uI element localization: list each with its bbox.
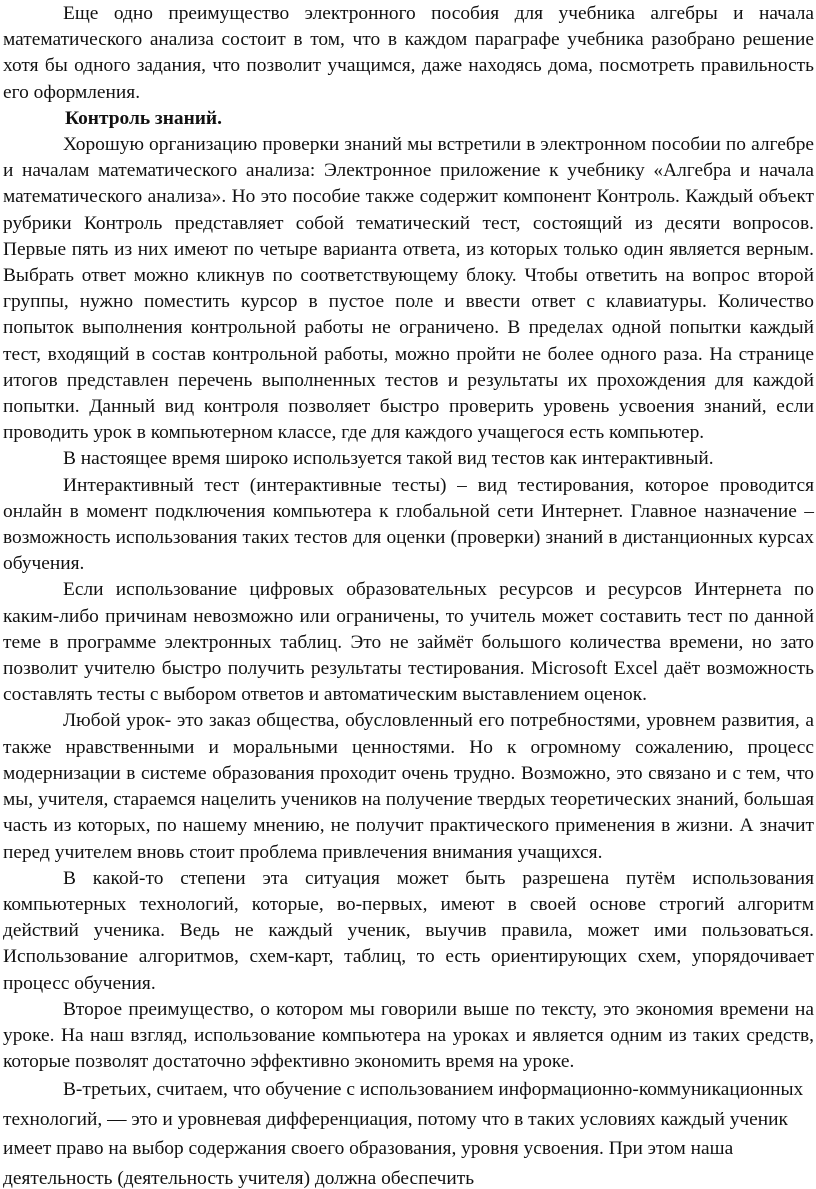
section-heading-knowledge-control: Контроль знаний. xyxy=(65,107,222,129)
paragraph-electronic-manual-advantage: Еще одно преимущество электронного пособия для учебника алгебры и начала математического анализа состоит в том, что в каждом параграфе учебника разобрано решение хотя бы одного задания, что позволит учащимся, даже находясь дома, посмотреть правильность его оформления. xyxy=(3,3,814,103)
paragraph-control-component: Хорошую организацию проверки знаний мы встретили в электронном пособии по алгебре и началам математического анализа: Электронное приложение к учебнику «Алгебра и начала математического анализа». Но это пособие также содержит компонент Контроль. Каждый объект рубрики Контроль представляет собой тематический тест, состоящий из десяти вопросов. Первые пять из них имеют по четыре варианта ответа, из которых только один является верным. Выбрать ответ можно кликнув по соответствующему блоку. Чтобы ответить на вопрос второй группы, нужно поместить курсор в пустое поле и ввести ответ с клавиатуры. Количество попыток выполнения контрольной работы не ограничено. В пределах одной попытки каждый тест, входящий в состав контрольной работы, можно пройти не более одного раза. На странице итогов представлен перечень выполненных тестов и результаты их прохождения для каждой попытки. Данный вид контроля позволяет быстро проверить уровень усвоения знаний, если проводить урок в компьютерном классе, где для каждого учащегося есть компьютер. xyxy=(3,134,814,444)
paragraph-computer-technologies: В какой-то степени эта ситуация может быть разрешена путём использования компьютерных технологий, которые, во-первых, имеют в своей основе строгий алгоритм действий ученика. Ведь не каждый ученик, выучив правила, может ими пользоваться. Использование алгоритмов, схем-карт, таблиц, то есть ориентирующих схем, упорядочивает процесс обучения. xyxy=(3,867,814,994)
paragraph-time-saving: Второе преимущество, о котором мы говорили выше по тексту, это экономия времени на уроке. На наш взгляд, использование компьютера на уроках и является одним из таких средств, которые позволят достаточно эффективно экономить время на уроке. xyxy=(3,998,814,1073)
paragraph-interactive-tests-usage: В настоящее время широко используется такой вид тестов как интерактивный. xyxy=(63,448,714,470)
paragraph-interactive-test-definition: Интерактивный тест (интерактивные тесты) – вид тестирования, которое проводится онлайн в момент подключения компьютера к глобальной сети Интернет. Главное назначение – возможность использования таких тестов для оценки (проверки) знаний в дистанционных курсах обучения. xyxy=(3,474,814,575)
paragraph-spreadsheet-tests: Если использование цифровых образовательных ресурсов и ресурсов Интернета по каким-либо причинам невозможно или ограничены, то учитель может составить тест по данной теме в программе электронных таблиц. Это не займёт большого количества времени, но зато позволит учителю быстро получить результаты тестирования. Microsoft Excel даёт возможность составлять тесты с выбором ответов и автоматическим выставлением оценок. xyxy=(3,579,814,706)
paragraph-lesson-purpose: Любой урок- это заказ общества, обусловленный его потребностями, уровнем развития, а также нравственными и моральными ценностями. Но к огромному сожалению, процесс модернизации в системе образования проходит очень трудно. Возможно, это связано и с тем, что мы, учителя, стараемся нацелить учеников на получение твердых теоретических знаний, большая часть из которых, по нашему мнению, не получит практического применения в жизни. А значит перед учителем вновь стоит проблема привлечения внимания учащихся. xyxy=(3,710,814,863)
paragraph-differentiation: В-третьих, считаем, что обучение с использованием информационно-коммуникационных технологий, — это и уровневая дифференциация, потому что в таких условиях каждый ученик имеет право на выбор содержания своего образования, уровня усвоения. При этом наша деятельность (деятельность учителя) должна обеспечить xyxy=(3,1079,804,1189)
document-body xyxy=(3,1,814,1189)
